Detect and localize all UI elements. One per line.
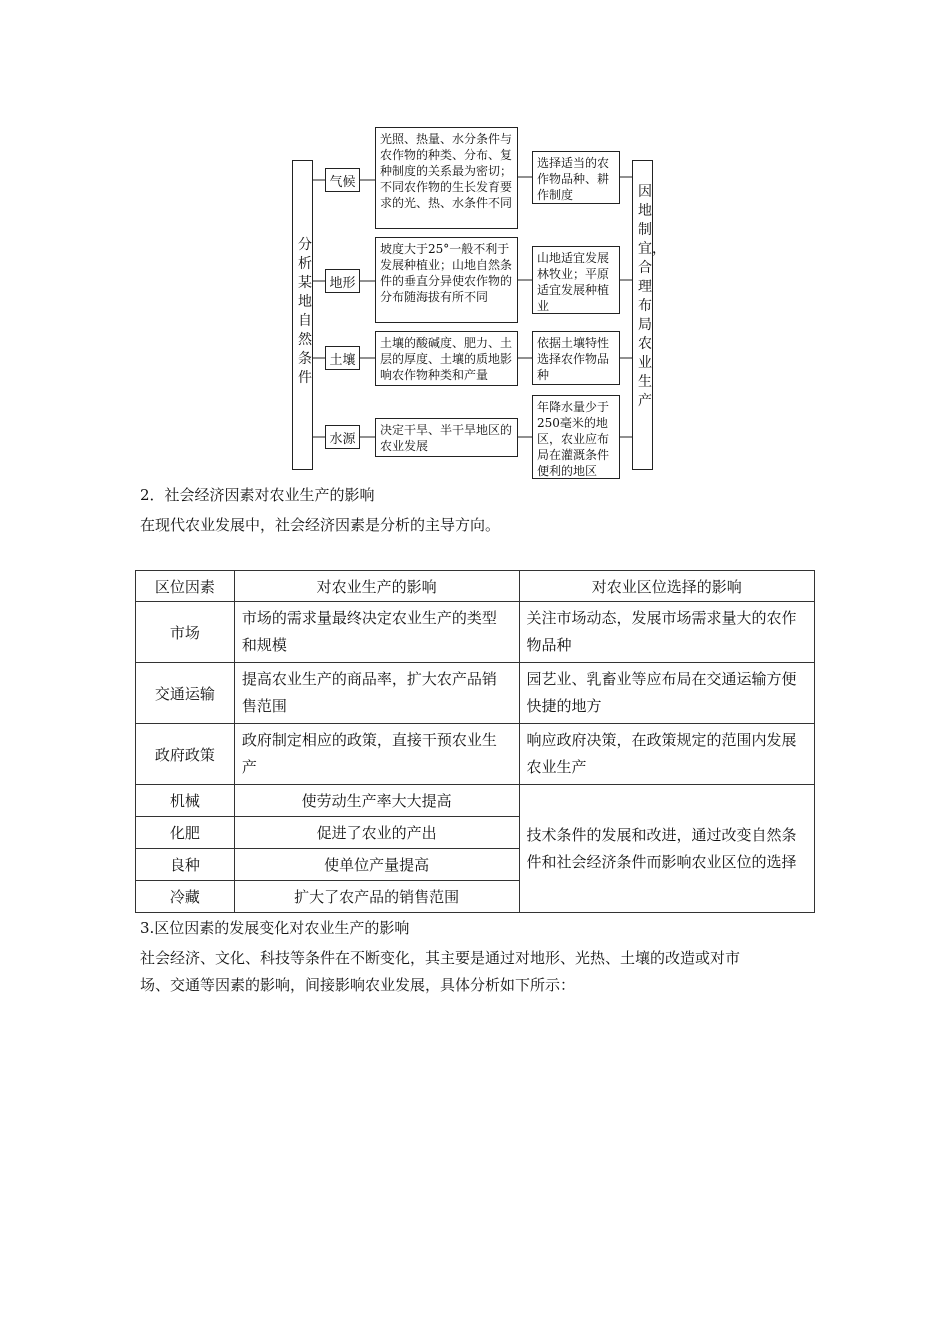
table-row [136,663,815,724]
table-row [136,785,815,817]
factor-label-terrain: 地形 [325,269,360,293]
effect-box-soil: 土壤的酸碱度、肥力、土层的厚度、土壤的质地影响农作物种类和产量 [375,331,518,386]
impact-cell: 促进了农业的产出 [234,817,519,849]
section3-heading: 3.区位因素的发展变化对农业生产的影响 [140,919,410,937]
factor-cell: 冷藏 [136,881,235,913]
tech-choice-cell: 技术条件的发展和改进，通过改变自然条件和社会经济条件而影响农业区位的选择 [526,825,797,871]
natural-conditions-diagram [0,0,950,480]
left-bar-label: 分析某地自然条件 [298,237,312,386]
effect-box-climate: 光照、热量、水分条件与农作物的种类、分布、复种制度的关系最为密切；不同农作物的生长发育要求的光、热、水条件不同 [375,127,518,229]
table-header-cell: 对农业区位选择的影响 [519,571,815,602]
right-bar [632,160,666,470]
left-bar [292,160,313,470]
measure-box-water: 年降水量少于250毫米的地区，农业应布局在灌溉条件便利的地区 [532,395,620,479]
factor-cell: 良种 [136,849,235,881]
right-bar-label: 因地制宜，合理布局农业生产 [638,184,666,409]
impact-cell: 扩大了农产品的销售范围 [234,881,519,913]
social-economic-factors-table [135,570,815,913]
impact-cell: 政府制定相应的政策，直接干预农业生产 [241,731,497,776]
measure-box-terrain: 山地适宜发展林牧业；平原适宜发展种植业 [532,246,620,314]
table-header-cell: 区位因素 [136,571,235,602]
factor-label-climate: 气候 [325,168,360,192]
table-header-row [136,571,815,602]
impact-cell: 提高农业生产的商品率，扩大农产品销售范围 [241,670,497,715]
factor-label-water: 水源 [325,425,360,449]
factor-cell: 机械 [136,785,235,817]
section3-line2: 场、交通等因素的影响，间接影响农业发展，具体分析如下所示： [140,976,576,994]
choice-cell: 响应政府决策，在政策规定的范围内发展农业生产 [526,731,797,776]
measure-box-soil: 依据土壤特性选择农作物品种 [532,331,620,385]
section2-intro: 在现代农业发展中，社会经济因素是分析的主导方向。 [140,516,501,534]
choice-cell: 园艺业、乳畜业等应布局在交通运输方便快捷的地方 [526,670,797,715]
factor-cell: 化肥 [136,817,235,849]
impact-cell: 使单位产量提高 [234,849,519,881]
effect-box-water: 决定干旱、半干旱地区的农业发展 [375,418,518,457]
factor-label-soil: 土壤 [325,346,360,370]
impact-cell: 市场的需求量最终决定农业生产的类型和规模 [241,609,497,654]
factor-cell: 市场 [136,602,235,663]
impact-cell: 使劳动生产率大大提高 [234,785,519,817]
section2-heading: 2．社会经济因素对农业生产的影响 [140,486,375,504]
measure-box-climate: 选择适当的农作物品种、耕作制度 [532,151,620,204]
effect-box-terrain: 坡度大于25°一般不利于发展种植业；山地自然条件的垂直分异使农作物的分布随海拔有所不同 [375,237,518,323]
choice-cell: 关注市场动态，发展市场需求量大的农作物品种 [526,609,797,654]
table-row [136,602,815,663]
factor-cell: 交通运输 [136,663,235,724]
table-row [136,724,815,785]
section3-line1: 社会经济、文化、科技等条件在不断变化，其主要是通过对地形、光热、土壤的改造或对市 [140,949,741,967]
table-header-cell: 对农业生产的影响 [234,571,519,602]
factor-cell: 政府政策 [136,724,235,785]
